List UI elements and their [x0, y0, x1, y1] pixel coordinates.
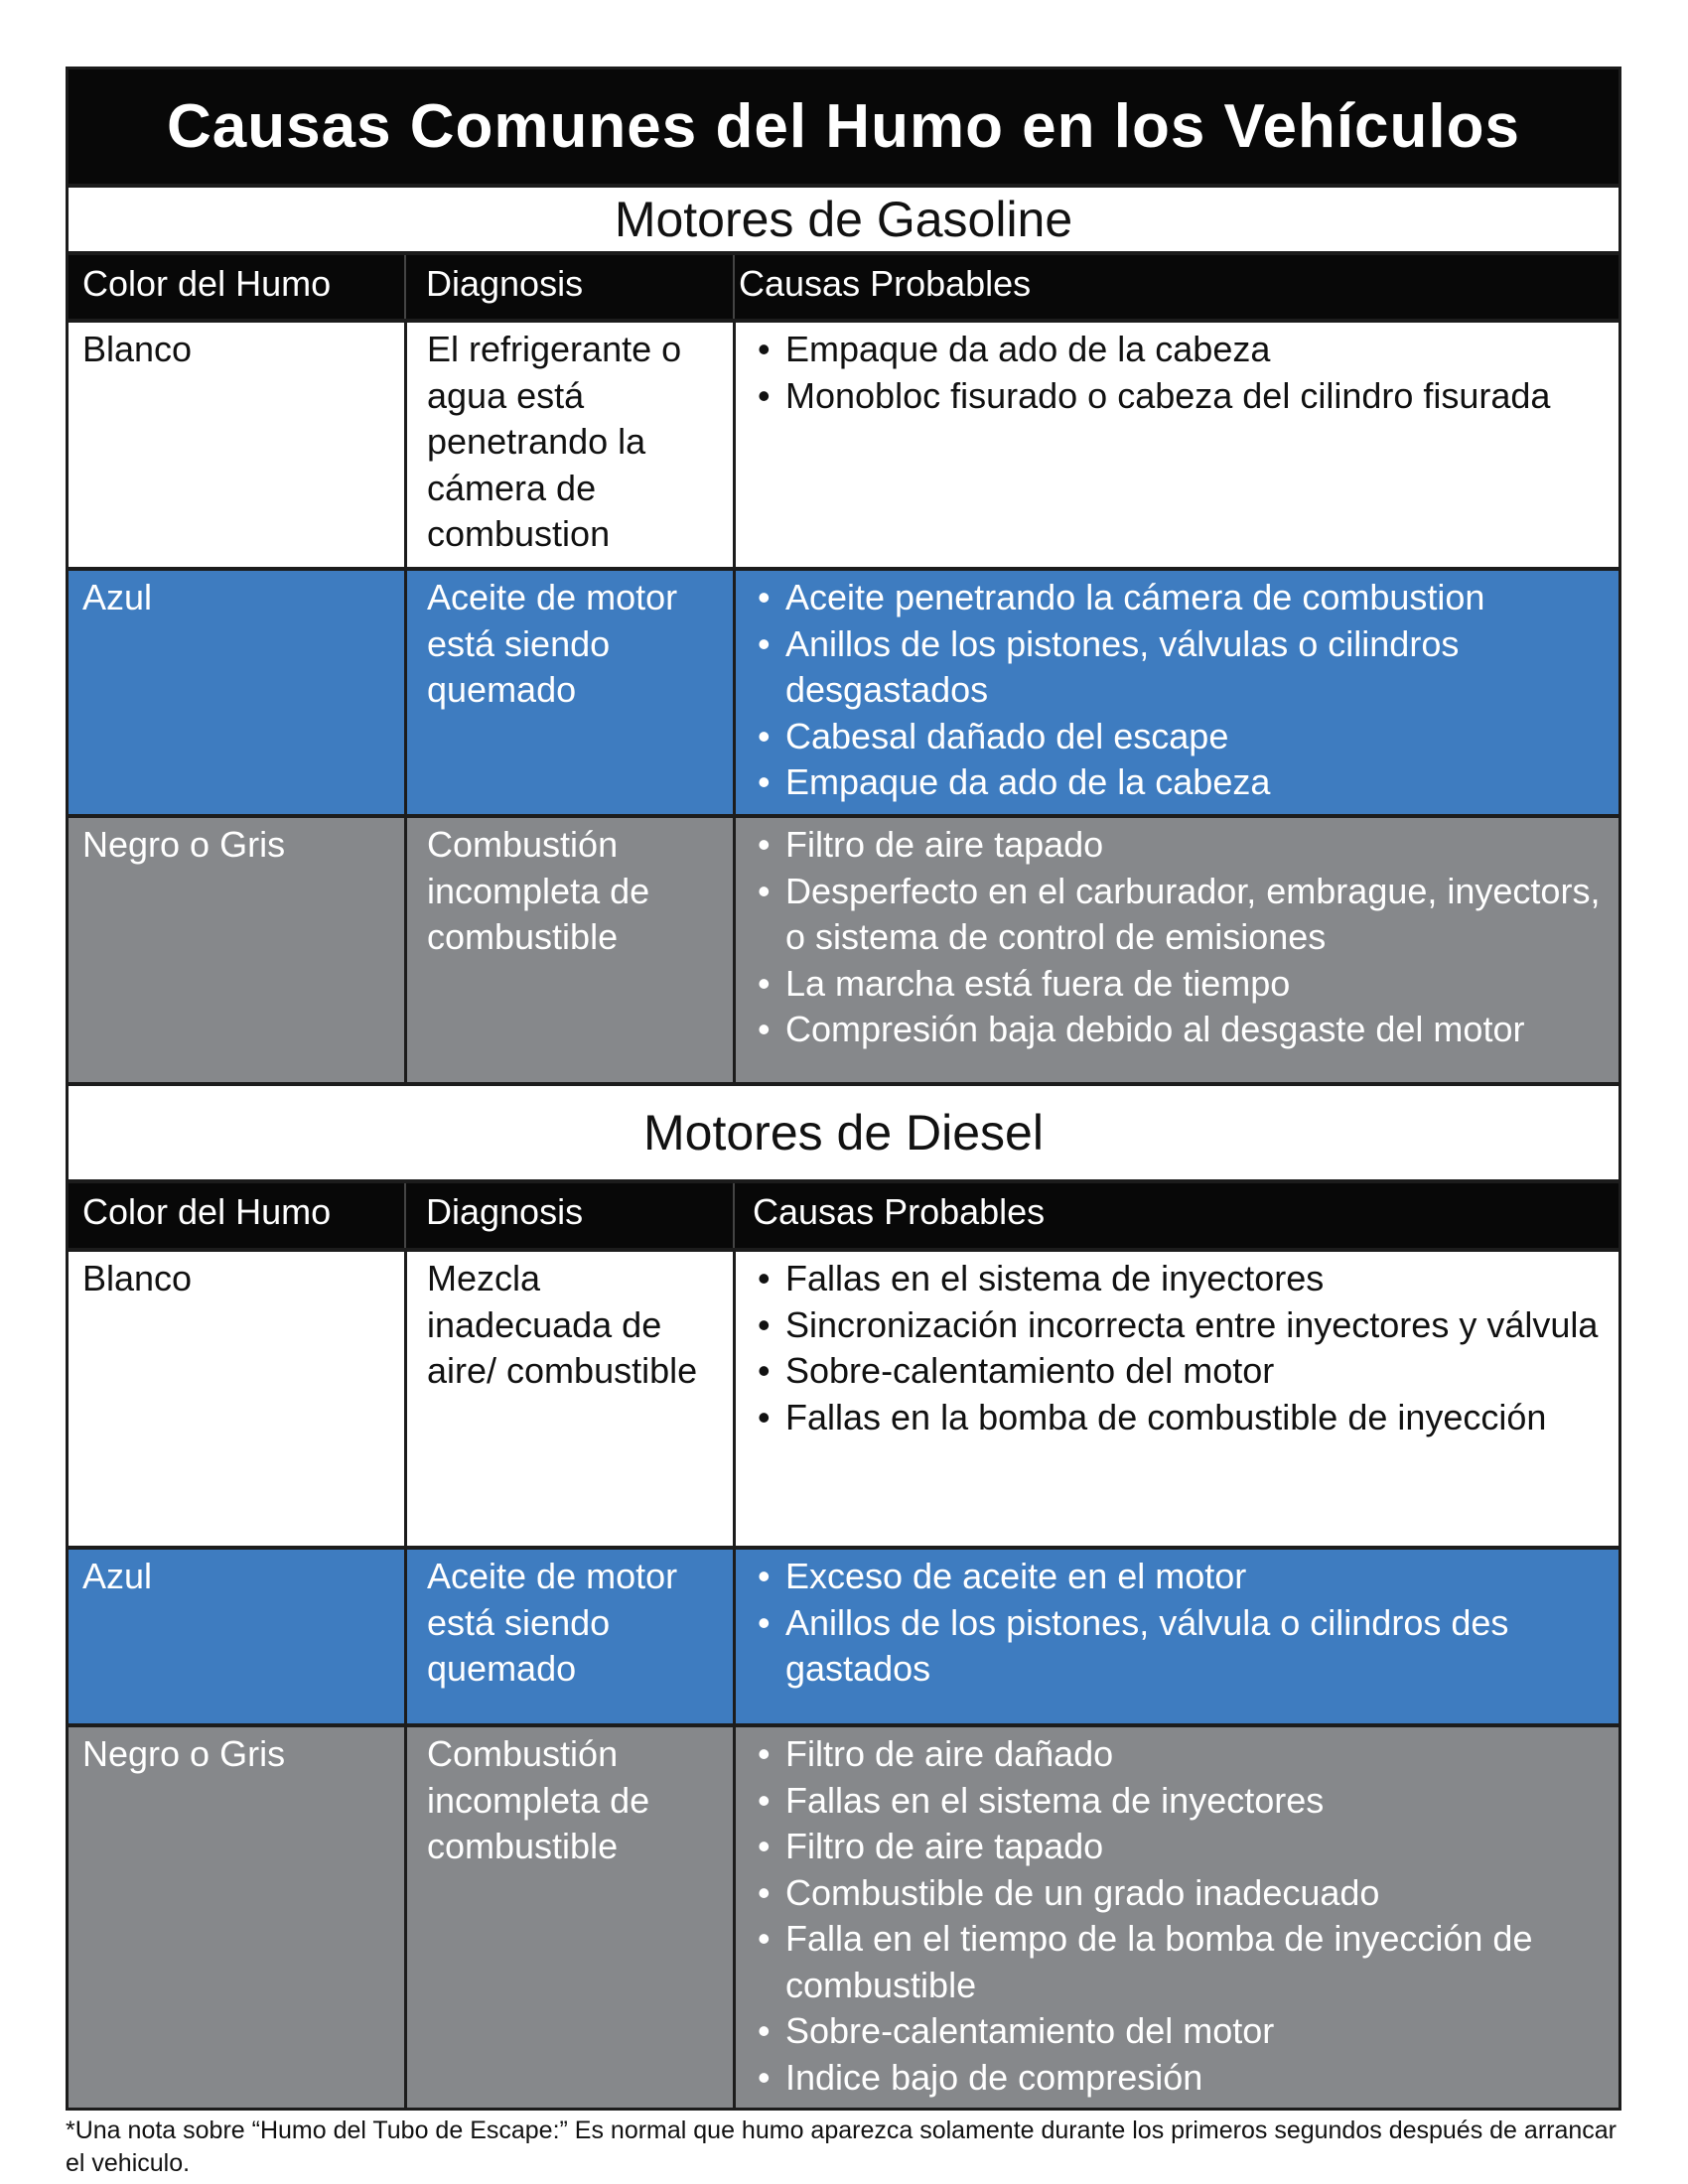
- section-heading-diesel: Motores de Diesel: [69, 1082, 1618, 1179]
- bullet-icon: •: [758, 870, 771, 911]
- cause-text: Aceite penetrando la cámera de combustion: [785, 577, 1485, 617]
- bullet-icon: •: [758, 1871, 771, 1913]
- causes-list: [733, 818, 1618, 1082]
- bullet-icon: •: [758, 622, 771, 664]
- footnote: *Una nota sobre “Humo del Tubo de Escape:” Es normal que humo aparezca solamente durante los primeros segundos después de arrancar el vehiculo.: [66, 2116, 1617, 2177]
- bullet-icon: •: [758, 824, 771, 865]
- page-title: Causas Comunes del Humo en los Vehículos: [69, 69, 1618, 184]
- bullet-icon: •: [758, 1601, 771, 1643]
- table-row: [69, 1546, 1618, 1723]
- cause-item: [754, 1007, 1601, 1053]
- cause-item: [754, 714, 1601, 760]
- cause-item: [754, 759, 1601, 806]
- cause-text: La marcha está fuera de tiempo: [785, 962, 1291, 1004]
- cause-text: Filtro de aire tapado: [785, 824, 1104, 865]
- bullet-icon: •: [758, 1396, 771, 1437]
- table-row: [69, 1723, 1618, 2108]
- bullet-icon: •: [758, 374, 771, 416]
- bullet-icon: •: [758, 1258, 771, 1298]
- cause-item: [754, 1395, 1601, 1441]
- cause-text: Falla en el tiempo de la bomba de inyección de combustible: [785, 1918, 1533, 2005]
- column-header-row-gasoline: [69, 251, 1618, 319]
- table-row: [69, 567, 1618, 814]
- bullet-icon: •: [758, 1826, 771, 1866]
- cause-text: Empaque da ado de la cabeza: [785, 329, 1271, 369]
- cause-text: Combustible de un grado inadecuado: [785, 1871, 1380, 1913]
- cause-text: Filtro de aire tapado: [785, 1826, 1104, 1866]
- smoke-color: Azul: [82, 577, 153, 617]
- cause-item: [754, 1778, 1601, 1825]
- cause-text: Anillos de los pistones, válvula o cilindros des gastados: [785, 1601, 1509, 1689]
- cause-text: Cabesal dañado del escape: [785, 715, 1229, 756]
- cause-item: [754, 961, 1601, 1008]
- smoke-color: Azul: [82, 1556, 153, 1596]
- bullet-icon: •: [758, 1918, 771, 1959]
- column-header-diagnosis: Diagnosis: [404, 1183, 733, 1248]
- cause-text: Sobre-calentamiento del motor: [785, 2010, 1275, 2051]
- causes-list: [733, 1550, 1618, 1723]
- diagnosis: Mezcla inadecuada de aire/ combustible: [404, 1252, 733, 1546]
- diagnosis: Combustión incompleta de combustible: [404, 818, 733, 1082]
- smoke-causes-table: [66, 67, 1621, 2111]
- column-header-diagnosis: Diagnosis: [404, 255, 733, 319]
- smoke-color: Blanco: [82, 1258, 193, 1298]
- causes-list: [733, 571, 1618, 814]
- diagnosis: Combustión incompleta de combustible: [404, 1727, 733, 2108]
- bullet-icon: •: [758, 761, 771, 802]
- column-header-row-diesel: [69, 1179, 1618, 1248]
- cause-item: [754, 1824, 1601, 1870]
- diagnosis: El refrigerante o agua está penetrando la cámera de combustion: [404, 323, 733, 567]
- diagnosis: Aceite de motor está siendo quemado: [404, 571, 733, 814]
- smoke-color: Negro o Gris: [82, 1733, 286, 1774]
- bullet-icon: •: [758, 1303, 771, 1345]
- cause-text: Compresión baja debido al desgaste del motor: [785, 1009, 1525, 1049]
- table-row: [69, 319, 1618, 567]
- cause-text: Fallas en el sistema de inyectores: [785, 1258, 1325, 1298]
- bullet-icon: •: [758, 1779, 771, 1821]
- cause-text: Exceso de aceite en el motor: [785, 1556, 1247, 1596]
- cause-text: Indice bajo de compresión: [785, 2056, 1203, 2098]
- cause-text: Fallas en la bomba de combustible de inyección: [785, 1396, 1547, 1437]
- column-header-causes: Causas Probables: [733, 1183, 1618, 1248]
- cause-item: [754, 1731, 1601, 1778]
- cause-item: [754, 869, 1601, 961]
- causes-list: [733, 1727, 1618, 2108]
- cause-item: [754, 621, 1601, 714]
- cause-text: Sobre-calentamiento del motor: [785, 1350, 1275, 1391]
- cause-item: [754, 373, 1601, 420]
- smoke-color: Blanco: [82, 329, 193, 369]
- cause-item: [754, 1554, 1601, 1600]
- cause-item: [754, 1348, 1601, 1395]
- table-row: [69, 814, 1618, 1082]
- cause-text: Filtro de aire dañado: [785, 1733, 1114, 1774]
- cause-item: [754, 575, 1601, 621]
- cause-item: [754, 1302, 1601, 1349]
- cause-text: Empaque da ado de la cabeza: [785, 761, 1271, 802]
- bullet-icon: •: [758, 1350, 771, 1391]
- cause-item: [754, 1600, 1601, 1693]
- bullet-icon: •: [758, 1556, 771, 1596]
- bullet-icon: •: [758, 2056, 771, 2098]
- cause-item: [754, 1256, 1601, 1302]
- bullet-icon: •: [758, 715, 771, 756]
- table-row: [69, 1248, 1618, 1546]
- column-header-color: Color del Humo: [82, 1191, 332, 1232]
- section-heading-gasoline: Motores de Gasoline: [69, 184, 1618, 251]
- bullet-icon: •: [758, 577, 771, 617]
- bullet-icon: •: [758, 962, 771, 1004]
- column-header-color: Color del Humo: [82, 263, 332, 304]
- causes-list: [733, 323, 1618, 567]
- cause-item: [754, 327, 1601, 373]
- diagnosis: Aceite de motor está siendo quemado: [404, 1550, 733, 1723]
- bullet-icon: •: [758, 1733, 771, 1774]
- cause-item: [754, 822, 1601, 869]
- bullet-icon: •: [758, 329, 771, 369]
- cause-text: Sincronización incorrecta entre inyectores y válvula: [785, 1303, 1599, 1345]
- cause-text: Fallas en el sistema de inyectores: [785, 1779, 1325, 1821]
- cause-item: [754, 1870, 1601, 1917]
- smoke-color: Negro o Gris: [82, 824, 286, 865]
- cause-text: Anillos de los pistones, válvulas o cilindros desgastados: [785, 622, 1460, 710]
- cause-text: Monobloc fisurado o cabeza del cilindro fisurada: [785, 374, 1551, 416]
- causes-list: [733, 1252, 1618, 1546]
- bullet-icon: •: [758, 2010, 771, 2051]
- cause-item: [754, 2008, 1601, 2055]
- column-header-causes: Causas Probables: [733, 255, 1618, 319]
- cause-item: [754, 1916, 1601, 2008]
- bullet-icon: •: [758, 1009, 771, 1049]
- cause-item: [754, 2055, 1601, 2102]
- cause-text: Desperfecto en el carburador, embrague, inyectors, o sistema de control de emisiones: [785, 870, 1601, 957]
